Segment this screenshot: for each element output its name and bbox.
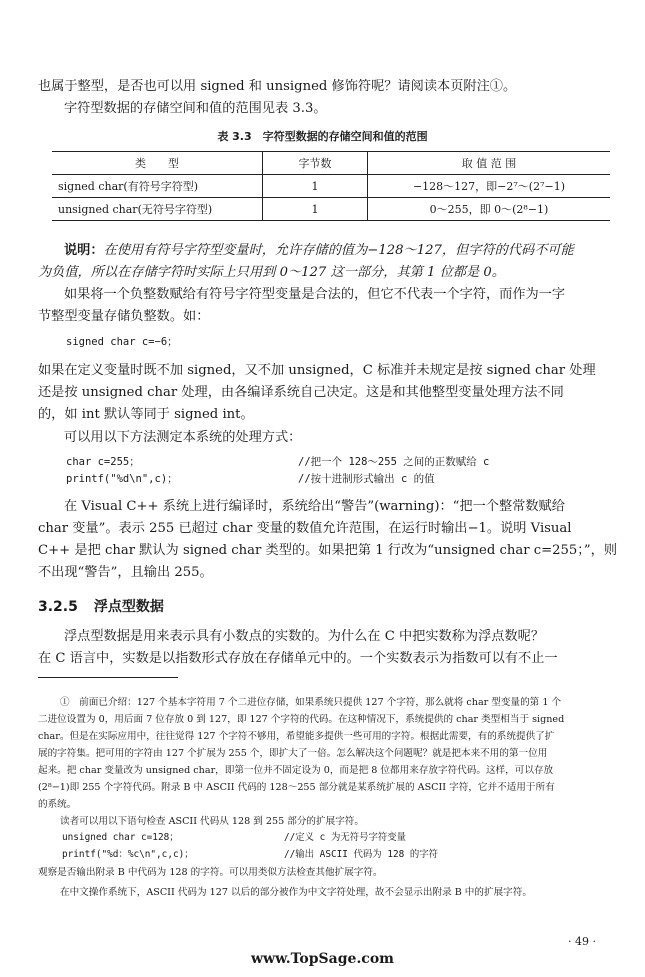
footnote-line: (2⁸−1)即 255 个字符代码。附录 B 中 ASCII 代码的 128～255 部分就是某系统扩展的 ASCII 字符，它并不适用于所有	[38, 782, 555, 793]
footnote-code-comment-1: //定义 c 为无符号字符变量	[284, 832, 406, 843]
table-row	[52, 175, 610, 198]
footnote-line: 二进位设置为 0，用后面 7 位存放 0 到 127，即 127 个字符的代码。在这种情况下，系统提供的 char 类型相当于 signed	[38, 714, 565, 725]
table-cell-range: −128～127，即−2⁷～(2⁷−1)	[368, 175, 611, 198]
footnote-line: 起来。把 char 变量改为 unsigned char，即第一位并不固定设为 0，而是把 8 位都用来存放字符代码。这样，可以存放	[38, 765, 554, 776]
footnote-check-line: 读者可以用以下语句检查 ASCII 代码从 128 到 255 部分的扩展字符。	[60, 816, 364, 827]
footnote-code-comment-2: //输出 ASCII 代码为 128 的字符	[284, 849, 439, 860]
footnote-observe: 观察是否输出附录 B 中代码为 128 的字符。可以用类似方法检查其他扩展字符。	[38, 867, 383, 878]
footnote-rule	[38, 677, 178, 678]
footnote-code-1: unsigned char c=128；	[62, 832, 179, 843]
table-cell-bytes: 1	[263, 198, 368, 221]
para1-line-1: 如果将一个负整数赋给有符号字符型变量是合法的，但它不代表一个字符，而作为一字	[64, 287, 566, 302]
intro-line-1: 也属于整型，是否也可以用 signed 和 unsigned 修饰符呢？请阅读本页附注①。	[38, 79, 517, 94]
table-cell-type: signed char(有符号字符型)	[52, 175, 263, 198]
para2-line-1: 如果在定义变量时既不加 signed，又不加 unsigned，C 标准并未规定是按 signed char 处理	[38, 363, 596, 378]
footnote-line: ① 前面已介绍：127 个基本字符用 7 个二进位存储，如果系统只提供 127 个字符，那么就将 char 型变量的第 1 个	[60, 697, 562, 708]
char-range-table	[52, 151, 610, 221]
code2-comment-2: //按十进制形式输出 c 的值	[298, 473, 435, 485]
section-number: 3.2.5	[38, 599, 78, 615]
table-header-range: 取 值 范 围	[368, 152, 611, 175]
section-title: 浮点型数据	[93, 599, 164, 615]
para3: 可以用以下方法测定本系统的处理方式：	[64, 430, 302, 445]
para2-line-3: 的，如 int 默认等同于 signed int。	[38, 407, 254, 422]
note-text-1: 在使用有符号字符型变量时，允许存储的值为−128～127，但字符的代码不可能	[103, 243, 574, 258]
para5-line-1: 浮点型数据是用来表示具有小数点的实数的。为什么在 C 中把实数称为浮点数呢？	[64, 629, 545, 644]
para2-line-2: 还是按 unsigned char 处理，由各编译系统自己决定。这是和其他整型变量处理方法不同	[38, 385, 564, 400]
table-cell-bytes: 1	[263, 175, 368, 198]
footnote-chinese-system: 在中文操作系统下，ASCII 代码为 127 以后的部分被作为中文字符处理，故不会显示出附录 B 中的扩展字符。	[60, 887, 532, 898]
code2-line-1: char c=255；	[66, 456, 140, 468]
table-cell-range: 0～255，即 0～(2⁸−1)	[368, 198, 611, 221]
site-watermark: www.TopSage.com	[251, 951, 394, 967]
code2-comment-1: //把一个 128～255 之间的正数赋给 c	[298, 456, 490, 468]
footnote-line: 展的字符集。把可用的字符由 127 个扩展为 255 个，即扩大了一倍。怎么解决这个问题呢？就是把本来不用的第一位用	[38, 748, 548, 759]
para1-line-2: 节整型变量存储负整数。如：	[38, 309, 210, 324]
table-header-bytes: 字节数	[263, 152, 368, 175]
code-example-1: signed char c=−6；	[66, 336, 178, 348]
note-line-1	[38, 241, 606, 261]
table-cell-type: unsigned char(无符号字符型)	[52, 198, 263, 221]
table-caption: 表 3.3 字符型数据的存储空间和值的范围	[217, 130, 428, 143]
intro-line-2: 字符型数据的存储空间和值的范围见表 3.3。	[64, 101, 327, 116]
note-line-2: 为负值，所以在存储字符时实际上只用到 0～127 这一部分，其第 1 位都是 0。	[38, 265, 505, 280]
para4-line-2: char 变量”。表示 255 已超过 char 变量的数值允许范围，在运行时输出−1。说明 Visual	[38, 521, 572, 536]
footnote-code-2: printf("%d：%c\n",c,c)；	[62, 849, 194, 860]
note-label: 说明：	[64, 243, 104, 258]
para5-line-2: 在 C 语言中，实数是以指数形式存放在存储单元中的。一个实数表示为指数可以有不止一	[38, 651, 558, 666]
table-row	[52, 198, 610, 221]
page-number: · 49 ·	[568, 935, 596, 948]
para4-line-1: 在 Visual C++ 系统上进行编译时，系统给出“警告”(warning)：“把一个整常数赋给	[64, 499, 565, 514]
para4-line-4: 不出现“警告”，且输出 255。	[38, 565, 213, 580]
code2-line-2: printf("%d\n",c)；	[66, 473, 178, 485]
table-header-row	[52, 152, 610, 175]
section-heading	[38, 596, 164, 616]
footnote-line: char。但是在实际应用中，往往觉得 127 个字符不够用，希望能多提供一些可用的字符。根据此需要，有的系统提供了扩	[38, 731, 555, 742]
table-header-type: 类 型	[52, 152, 263, 175]
footnote-line: 的系统。	[38, 799, 77, 810]
para4-line-3: C++ 是把 char 默认为 signed char 类型的。如果把第 1 行改为“unsigned char c=255；”，则	[38, 543, 618, 558]
